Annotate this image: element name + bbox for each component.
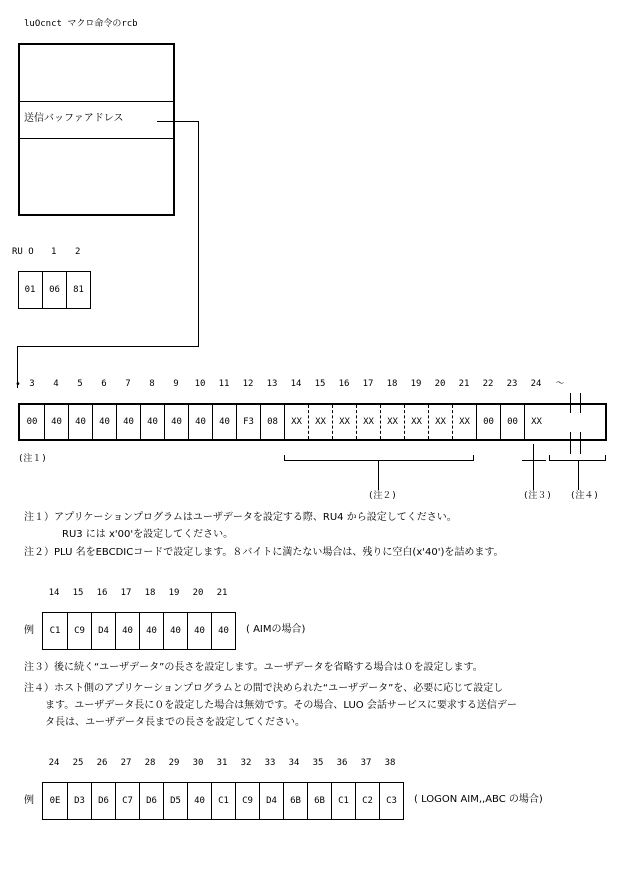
example1-position-label: 19	[168, 588, 180, 598]
bracket-note4-left	[549, 455, 550, 461]
note4-line2: ます。ユーザデータ長に０を設定した場合は無効です。その場合、LUO 会話サービスに要求する送信デー	[45, 700, 517, 711]
example2-byte-cell: C1	[331, 783, 355, 819]
example1-byte-cell: 40	[115, 613, 139, 649]
main-byte-cell: 40	[212, 405, 236, 439]
main-position-label: 12	[242, 379, 254, 389]
break-mark-right-bottom	[580, 432, 581, 454]
main-byte-cell: 40	[188, 405, 212, 439]
example2-byte-cell: D3	[67, 783, 91, 819]
example1-byte-cell: D4	[91, 613, 115, 649]
main-position-label: 20	[434, 379, 446, 389]
bracket-note2	[284, 460, 474, 461]
example2-position-label: 32	[240, 758, 252, 768]
bracket-note2-left	[284, 455, 285, 461]
example2-byte-cell: D5	[163, 783, 187, 819]
ru-bytes-box	[18, 271, 91, 309]
main-position-label: 4	[53, 379, 59, 389]
main-byte-cell: 00	[476, 405, 500, 439]
example2-position-label: 36	[336, 758, 348, 768]
example2-position-label: 28	[144, 758, 156, 768]
example1-position-label: 16	[96, 588, 108, 598]
main-position-label: 5	[77, 379, 83, 389]
main-bytes-box	[18, 403, 607, 441]
rcb-divider-bottom	[20, 138, 173, 139]
ru-byte-2: 81	[66, 272, 90, 308]
example1-position-label: 20	[192, 588, 204, 598]
main-position-label: 7	[125, 379, 131, 389]
main-position-label: 16	[338, 379, 350, 389]
example1-byte-cell: 40	[139, 613, 163, 649]
main-position-label: 22	[482, 379, 494, 389]
example2-byte-cell: C9	[235, 783, 259, 819]
main-position-label: 6	[101, 379, 107, 389]
break-mark-left-bottom	[570, 432, 571, 454]
example2-byte-cell: C7	[115, 783, 139, 819]
example2-label: 例	[24, 795, 34, 806]
example1-position-label: 21	[216, 588, 228, 598]
example2-position-label: 26	[96, 758, 108, 768]
example2-byte-cell: C3	[379, 783, 403, 819]
annotation-note2: (注２)	[368, 491, 397, 501]
main-byte-cell: 40	[92, 405, 116, 439]
main-position-label: 10	[194, 379, 206, 389]
example2-position-label: 30	[192, 758, 204, 768]
example2-byte-cell: D4	[259, 783, 283, 819]
main-position-label: 21	[458, 379, 470, 389]
example1-position-label: 15	[72, 588, 84, 598]
example2-position-label: 34	[288, 758, 300, 768]
bracket-note4-stem	[578, 460, 579, 490]
example1-caption: ( AIMの場合)	[246, 624, 306, 635]
ru-byte-0: 01	[24, 285, 36, 295]
note1-line2: RU3 には x'00'を設定してください。	[62, 529, 234, 540]
connector-horizontal-top	[157, 121, 199, 122]
bracket-note3-stem	[533, 444, 534, 490]
ru-byte-1: 06	[42, 272, 66, 308]
note2: 注２）PLU 名をEBCDICコードで設定します。８バイトに満たない場合は、残りに空白(x'40')を詰めます。	[24, 547, 504, 558]
rcb-divider-top	[20, 101, 173, 102]
example2-box	[42, 782, 404, 820]
example2-position-label: 31	[216, 758, 228, 768]
example1-byte-cell: 40	[187, 613, 211, 649]
example1-position-label: 18	[144, 588, 156, 598]
note4-line1: 注４）ホスト側のアプリケーションプログラムとの間で決められた“ユーザデータ”を、必要に応じて設定し	[24, 683, 504, 694]
main-position-label: 23	[506, 379, 518, 389]
example2-position-label: 29	[168, 758, 180, 768]
bracket-note2-right	[473, 455, 474, 461]
main-byte-cell: XX	[308, 405, 332, 439]
annotation-note4: (注４)	[570, 491, 599, 501]
connector-horizontal-bottom	[17, 346, 199, 347]
note4-line3: タ長は、ユーザデータ長までの長さを設定してください。	[45, 717, 305, 728]
example2-byte-cell: 6B	[307, 783, 331, 819]
example2-position-label: 27	[120, 758, 132, 768]
annotation-note3: (注３)	[523, 491, 552, 501]
example1-byte-cell: C9	[67, 613, 91, 649]
example2-caption: ( LOGON AIM,,ABC の場合)	[414, 794, 543, 805]
main-byte-cell: XX	[404, 405, 428, 439]
example2-position-label: 24	[48, 758, 60, 768]
main-byte-cell: XX	[356, 405, 380, 439]
main-byte-cell: XX	[332, 405, 356, 439]
main-position-label: 11	[218, 379, 230, 389]
example2-position-label: 38	[384, 758, 396, 768]
main-byte-cell: 00	[500, 405, 524, 439]
note3: 注３）後に続く“ユーザデータ”の長さを設定します。ユーザデータを省略する場合は０を設定します。	[24, 662, 483, 673]
main-byte-cell: XX	[380, 405, 404, 439]
example1-label: 例	[24, 625, 34, 636]
main-position-label: 17	[362, 379, 374, 389]
main-position-label: 24	[530, 379, 542, 389]
main-position-label: 〜	[555, 379, 565, 389]
note1-line1: 注１）アプリケーションプログラムはユーザデータを設定する際、RU4 から設定してください。	[24, 512, 457, 523]
main-position-label: 14	[290, 379, 302, 389]
main-position-label: 3	[29, 379, 35, 389]
main-byte-cell: F3	[236, 405, 260, 439]
connector-vertical-right	[198, 121, 199, 347]
main-position-label: 13	[266, 379, 278, 389]
rcb-box	[18, 43, 175, 216]
main-byte-cell: 40	[44, 405, 68, 439]
example1-byte-cell: C1	[49, 626, 61, 636]
break-mark-left-top	[570, 393, 571, 413]
main-byte-cell: 40	[164, 405, 188, 439]
main-position-label: 19	[410, 379, 422, 389]
bracket-note4-right	[605, 455, 606, 461]
example2-byte-cell: 6B	[283, 783, 307, 819]
example2-position-label: 25	[72, 758, 84, 768]
example1-position-label: 14	[48, 588, 60, 598]
annotation-note1: (注１)	[18, 454, 47, 464]
example2-byte-cell: 40	[187, 783, 211, 819]
main-byte-cell: XX	[524, 405, 548, 439]
main-byte-cell: 40	[68, 405, 92, 439]
ru-label-0: RU O	[12, 247, 34, 257]
main-byte-cell: 40	[116, 405, 140, 439]
main-byte-cell: XX	[284, 405, 308, 439]
main-position-label: 18	[386, 379, 398, 389]
example2-byte-cell: D6	[139, 783, 163, 819]
example2-position-label: 33	[264, 758, 276, 768]
break-mark-right-top	[580, 393, 581, 413]
example2-byte-cell: C1	[211, 783, 235, 819]
rcb-title: luOcnct マクロ命令のrcb	[24, 19, 138, 29]
main-byte-cell: XX	[452, 405, 476, 439]
rcb-field-label: 送信バッファアドレス	[24, 113, 124, 124]
example2-byte-cell: D6	[91, 783, 115, 819]
main-position-label: 8	[149, 379, 155, 389]
example1-box	[42, 612, 236, 650]
example1-byte-cell: 40	[211, 613, 235, 649]
ru-label-2: 2	[75, 247, 81, 257]
main-position-label: 15	[314, 379, 326, 389]
main-byte-cell: XX	[428, 405, 452, 439]
main-byte-cell: 00	[26, 417, 38, 427]
start-marker: •	[15, 379, 21, 390]
main-byte-cell: 08	[260, 405, 284, 439]
example1-position-label: 17	[120, 588, 132, 598]
bracket-note3	[522, 460, 546, 461]
example2-position-label: 35	[312, 758, 324, 768]
main-position-label: 9	[173, 379, 179, 389]
bracket-note2-stem	[378, 460, 379, 490]
main-byte-cell: 40	[140, 405, 164, 439]
example2-byte-cell: C2	[355, 783, 379, 819]
ru-label-1: 1	[51, 247, 57, 257]
example1-byte-cell: 40	[163, 613, 187, 649]
example2-byte-cell: 0E	[49, 796, 61, 806]
example2-position-label: 37	[360, 758, 372, 768]
